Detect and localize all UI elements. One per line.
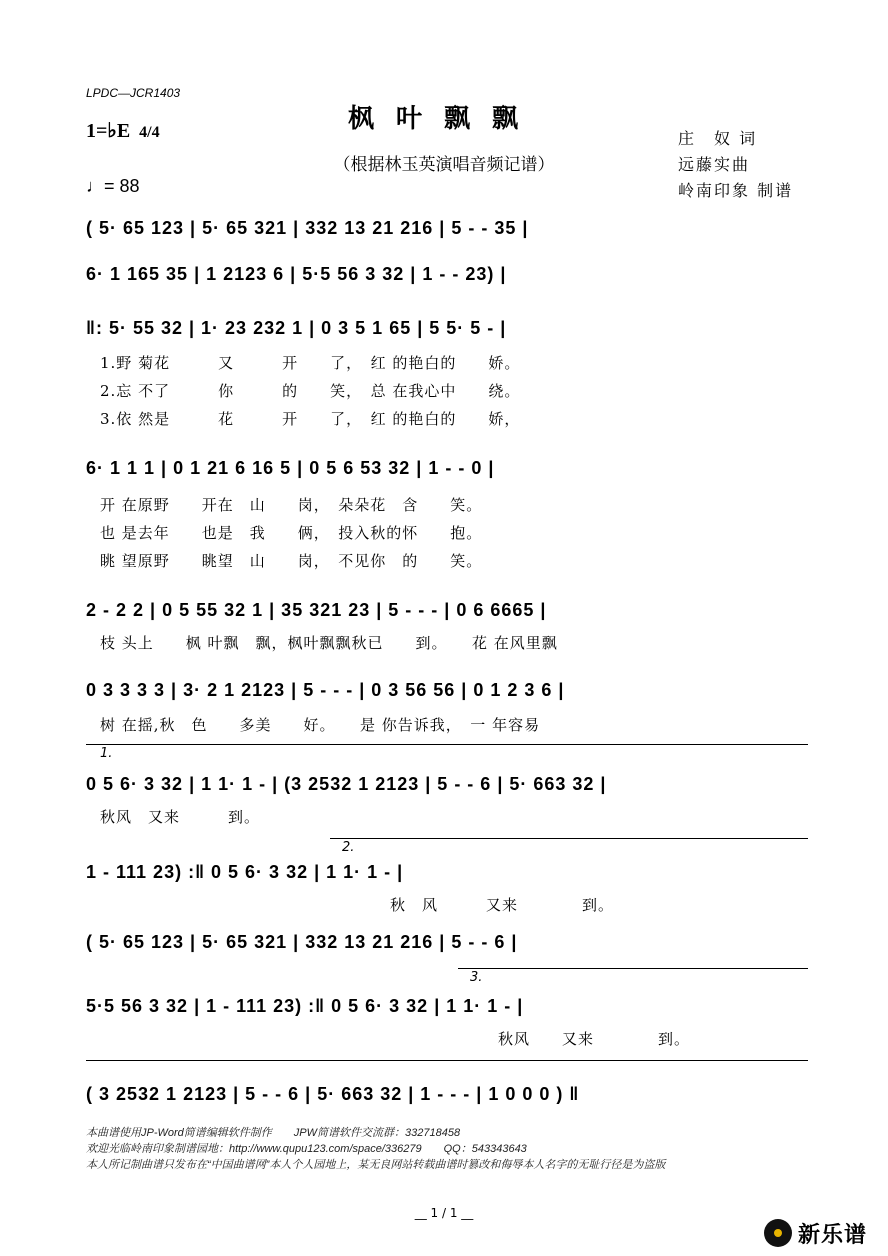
notation-row-1: ( 5· 65 123 | 5· 65 321 | 332 13 21 216 | 5 - - 35 | [86, 218, 529, 238]
song-title: 枫叶飘飘 [347, 104, 540, 134]
notation-row-2: 6· 1 165 35 | 1 2123 6 | 5·5 56 3 32 | 1 - - 23) | [86, 264, 507, 284]
notation-row-7: 0 5 6· 3 32 | 1 1· 1 - | (3 2532 1 2123 | 5 - - 6 | 5· 663 32 | [86, 774, 607, 794]
score-code: LPDC—JCR1403 [86, 86, 181, 100]
coda-line [86, 1060, 808, 1061]
notation-row-8: 1 - 111 23) :‖ 0 5 6· 3 32 | 1 1· 1 - | [86, 862, 404, 882]
lyric-chorus-a: 枝 头上 枫 叶飘 飘，枫叶飘飘秋已 到。 花 在风里飘 [100, 634, 558, 652]
lyric-chorus-b: 树 在摇,秋 色 多美 好。 是 你告诉我， 一 年容易 [100, 716, 541, 734]
notation-row-10: 5·5 56 3 32 | 1 - 111 23) :‖ 0 5 6· 3 32 | 1 1· 1 - | [86, 996, 524, 1016]
notation-row-4: 6· 1 1 1 | 0 1 21 6 16 5 | 0 5 6 53 32 | 1 - - 0 | [86, 458, 495, 478]
volta-2-label: 2. [342, 840, 355, 855]
tempo-marking: ♩= 88 [86, 176, 140, 196]
footer-website: 欢迎光临岭南印象制谱园地：http://www.qupu123.com/space/336279 QQ：543343643 [86, 1143, 527, 1155]
volta-3-line [458, 968, 808, 969]
lyric-verse2-a: 2.忘 不了 你 的 笑， 总 在我心中 绕。 [100, 382, 521, 400]
footer-copyright: 本人所记制曲谱只发布在“中国曲谱网”本人个人园地上，某无良网站转载曲谱时篡改和侮辱本人名字的无耻行径是为盗版 [86, 1159, 666, 1171]
notation-row-9: ( 5· 65 123 | 5· 65 321 | 332 13 21 216 | 5 - - 6 | [86, 932, 518, 952]
notation-row-6: 0 3 3 3 3 | 3· 2 1 2123 | 5 - - - | 0 3 56 56 | 0 1 2 3 6 | [86, 680, 565, 700]
lyricist-credit: 庄 奴 词 [678, 129, 758, 148]
notation-row-3: ‖: 5· 55 32 | 1· 23 232 1 | 0 3 5 1 65 | 5 5· 5 - | [86, 318, 507, 338]
notation-row-5: 2 - 2 2 | 0 5 55 32 1 | 35 321 23 | 5 - - - | 0 6 6665 | [86, 600, 547, 620]
lyric-verse1-b: 开 在原野 开在 山 岗， 朵朵花 含 笑。 [100, 496, 483, 514]
volta-2-line [330, 838, 808, 839]
notation-row-11: ( 3 2532 1 2123 | 5 - - 6 | 5· 663 32 | 1 - - - | 1 0 0 0 ) ‖ [86, 1084, 580, 1104]
volta-1-label: 1. [100, 746, 113, 761]
lyric-verse3-a: 3.依 然是 花 开 了， 红 的艳白的 娇， [100, 410, 521, 428]
composer-credit: 远藤实曲 [678, 155, 751, 174]
lyric-verse3-b: 眺 望原野 眺望 山 岗， 不见你 的 笑。 [100, 552, 483, 570]
footer-software: 本曲谱使用JP-Word简谱编辑软件制作 JPW简谱软件交流群：332718458 [86, 1127, 461, 1139]
lyric-ending-3: 秋风 又来 到。 [498, 1030, 691, 1048]
site-logo [764, 1216, 882, 1250]
lyric-verse1-a: 1.野 菊花 又 开 了， 红 的艳白的 娇。 [100, 354, 521, 372]
volta-3-label: 3. [470, 970, 483, 985]
lyric-ending-2: 秋 风 又来 到。 [390, 896, 615, 914]
logo-text: 新乐谱 [798, 1222, 868, 1248]
lyric-ending-1: 秋风 又来 到。 [100, 808, 261, 826]
volta-1-line [86, 744, 808, 745]
song-subtitle: （根据林玉英演唱音频记谱） [333, 155, 555, 175]
key-label: 1=♭E [86, 120, 131, 142]
vinyl-disc-icon [764, 1219, 792, 1247]
time-signature: 4/4 [139, 124, 160, 141]
lyric-verse2-b: 也 是去年 也是 我 俩， 投入秋的怀 抱。 [100, 524, 483, 542]
page-number: __ 1 / 1 __ [414, 1206, 474, 1220]
arranger-credit: 岭南印象 制谱 [678, 181, 794, 200]
key-signature [86, 118, 160, 143]
